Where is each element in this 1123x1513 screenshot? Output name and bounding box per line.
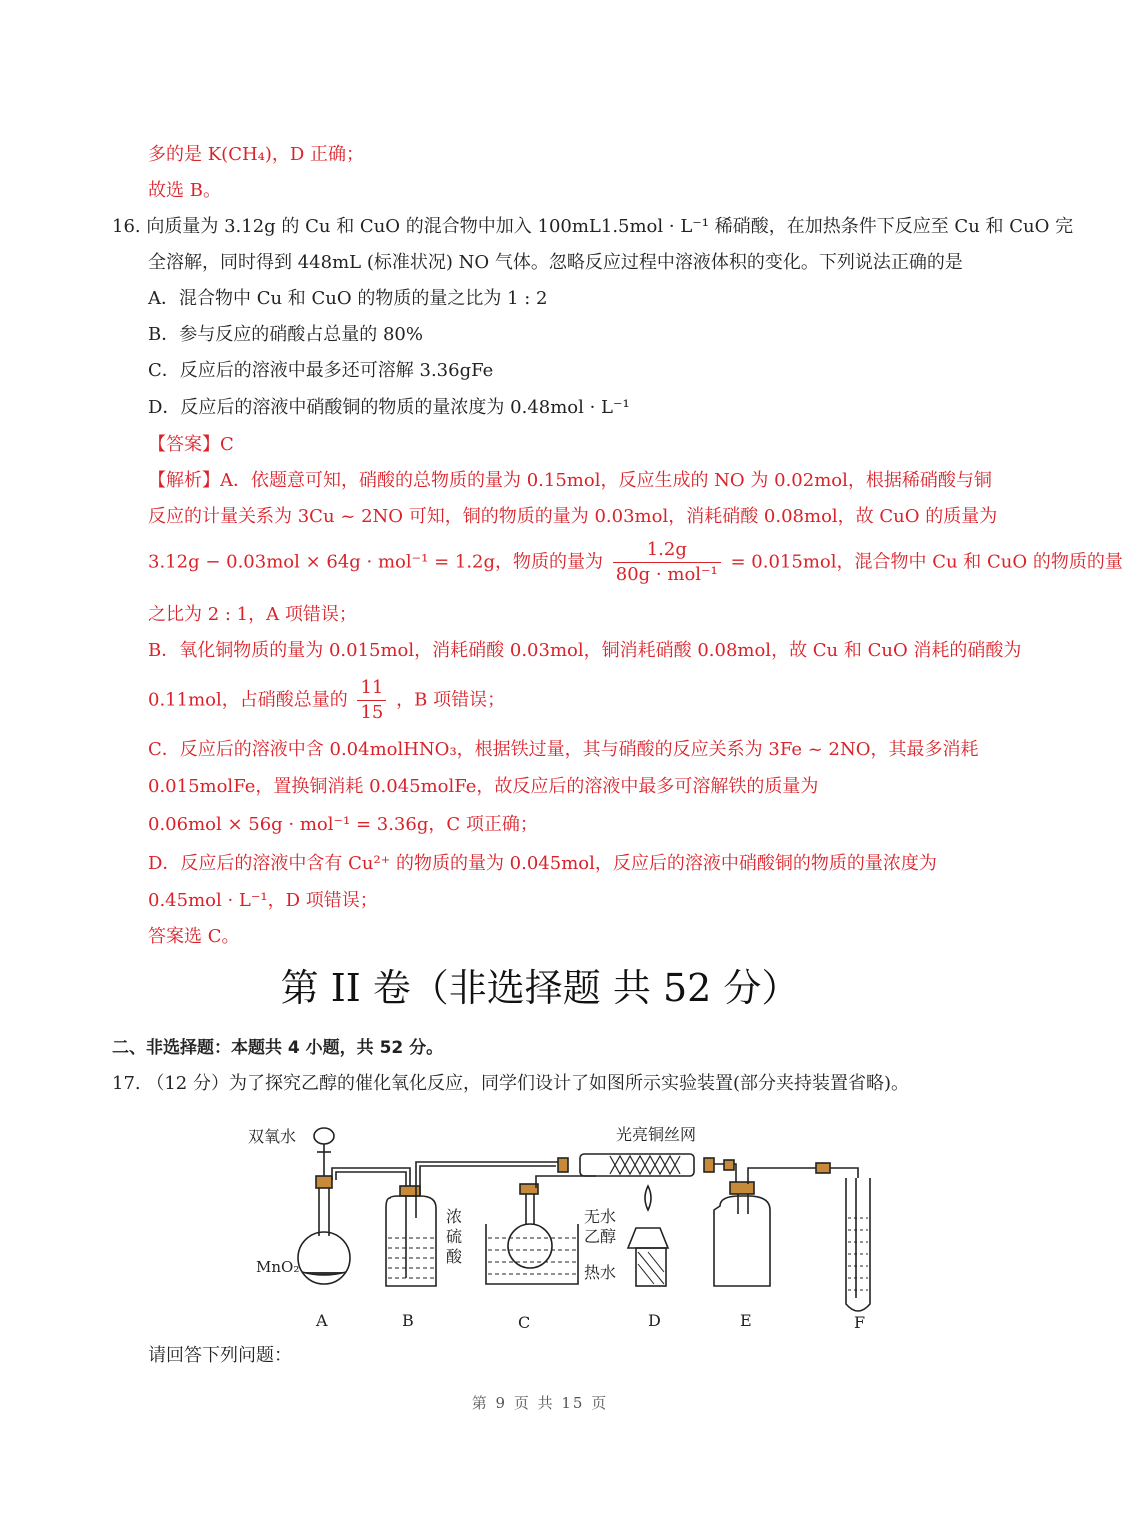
q16-final-answer: 答案选 C。 bbox=[148, 926, 240, 947]
prev-answer-choice: 故选 B。 bbox=[148, 180, 221, 201]
label-ethanol-2: 乙醇 bbox=[584, 1227, 617, 1246]
label-E: E bbox=[740, 1311, 752, 1330]
stopper-a bbox=[316, 1176, 332, 1188]
q16-option-b: B．参与反应的硝酸占总量的 80% bbox=[148, 324, 423, 345]
label-hot-water: 热水 bbox=[584, 1263, 617, 1282]
q16-stem-line1: 16. 向质量为 3.12g 的 Cu 和 CuO 的混合物中加入 100mL1.5mol · L⁻¹ 稀硝酸，在加热条件下反应至 Cu 和 CuO 完 bbox=[112, 216, 1074, 237]
label-acid-3: 酸 bbox=[446, 1247, 463, 1266]
reaction-tube-d bbox=[580, 1154, 694, 1176]
label-A: A bbox=[316, 1311, 328, 1330]
label-h2o2: 双氧水 bbox=[248, 1127, 297, 1146]
prev-answer-line: 多的是 K(CH₄)，D 正确； bbox=[148, 144, 365, 165]
q16-analysis-a1: 【解析】A．依题意可知，硝酸的总物质的量为 0.15mol，反应生成的 NO 为 0.02mol，根据稀硝酸与铜 bbox=[148, 470, 992, 491]
q16-analysis-a2: 反应的计量关系为 3Cu ~ 2NO 可知，铜的物质的量为 0.03mol，消耗硝酸 0.08mol，故 CuO 的质量为 bbox=[148, 506, 998, 527]
fraction-denominator: 80g · mol⁻¹ bbox=[615, 564, 718, 585]
b2-prefix: 0.11mol，占硝酸总量的 bbox=[148, 689, 348, 711]
label-acid-2: 硫 bbox=[446, 1227, 463, 1246]
q16-answer: 【答案】C bbox=[148, 434, 234, 455]
q16-analysis-a3 bbox=[148, 538, 1123, 587]
q16-analysis-c3: 0.06mol × 56g · mol⁻¹ = 3.36g，C 项正确； bbox=[148, 814, 538, 835]
label-F: F bbox=[854, 1313, 866, 1332]
q16-analysis-d2: 0.45mol · L⁻¹，D 项错误； bbox=[148, 890, 378, 911]
fraction-denominator: 15 bbox=[360, 702, 384, 723]
a3-suffix: = 0.015mol，混合物中 Cu 和 CuO 的物质的量 bbox=[730, 551, 1123, 573]
label-C: C bbox=[518, 1313, 531, 1332]
fraction-numerator: 1.2g bbox=[613, 538, 721, 563]
copper-mesh bbox=[610, 1156, 680, 1174]
q16-option-d: D．反应后的溶液中硝酸铜的物质的量浓度为 0.48mol · L⁻¹ bbox=[148, 397, 630, 418]
test-tube-f bbox=[846, 1178, 870, 1311]
stopper-b bbox=[400, 1186, 420, 1196]
q16-analysis-c2: 0.015molFe，置换铜消耗 0.045molFe，故反应后的溶液中最多可溶解铁的质量为 bbox=[148, 776, 819, 797]
q16-analysis-a4: 之比为 2 : 1，A 项错误； bbox=[148, 604, 357, 625]
q16-analysis-b2 bbox=[148, 676, 505, 725]
label-copper-mesh: 光亮铜丝网 bbox=[616, 1125, 697, 1144]
q17-stem: 17. （12 分）为了探究乙醇的催化氧化反应，同学们设计了如图所示实验装置(部分夹持装置省略)。 bbox=[112, 1073, 910, 1094]
label-ethanol-1: 无水 bbox=[584, 1207, 617, 1226]
q16-stem-line2: 全溶解，同时得到 448mL (标准状况) NO 气体。忽略反应过程中溶液体积的变化。下列说法正确的是 bbox=[148, 252, 963, 273]
flask-a bbox=[298, 1232, 350, 1284]
alcohol-lamp-d bbox=[628, 1228, 668, 1248]
fraction-ratio bbox=[357, 676, 386, 725]
q16-option-c: C．反应后的溶液中最多还可溶解 3.36gFe bbox=[148, 360, 494, 381]
experiment-apparatus-diagram bbox=[240, 1118, 880, 1336]
label-mno2: MnO₂ bbox=[256, 1258, 300, 1276]
page-footer: 第 9 页 共 15 页 bbox=[471, 1394, 609, 1412]
stopper-e bbox=[730, 1182, 754, 1194]
q16-option-a: A．混合物中 Cu 和 CuO 的物质的量之比为 1 : 2 bbox=[148, 288, 548, 309]
b2-suffix: ，B 项错误； bbox=[396, 689, 506, 711]
funnel-bulb bbox=[314, 1128, 334, 1144]
q16-analysis-d1: D．反应后的溶液中含有 Cu²⁺ 的物质的量为 0.045mol，反应后的溶液中硝酸铜的物质的量浓度为 bbox=[148, 853, 937, 874]
bottle-e bbox=[714, 1196, 770, 1286]
fraction-numerator: 11 bbox=[357, 676, 386, 701]
label-D: D bbox=[648, 1311, 661, 1330]
q17-prompt: 请回答下列问题： bbox=[148, 1345, 292, 1366]
label-acid-1: 浓 bbox=[446, 1207, 463, 1226]
flask-c bbox=[508, 1224, 552, 1268]
q16-analysis-c1: C．反应后的溶液中含 0.04molHNO₃，根据铁过量，其与硝酸的反应关系为 3Fe ~ 2NO，其最多消耗 bbox=[148, 739, 979, 760]
fraction-moles-cuo bbox=[613, 538, 721, 587]
section-heading: 二、非选择题：本题共 4 小题，共 52 分。 bbox=[112, 1038, 444, 1058]
section-title: 第 II 卷（非选择题 共 52 分） bbox=[280, 966, 800, 1010]
label-B: B bbox=[402, 1311, 414, 1330]
q16-analysis-b1: B．氧化铜物质的量为 0.015mol，消耗硝酸 0.03mol，铜消耗硝酸 0.08mol，故 Cu 和 CuO 消耗的硝酸为 bbox=[148, 640, 1022, 661]
a3-prefix: 3.12g − 0.03mol × 64g · mol⁻¹ = 1.2g，物质的量为 bbox=[148, 551, 604, 573]
bottle-b bbox=[386, 1196, 436, 1286]
water-bath-c bbox=[486, 1224, 578, 1284]
